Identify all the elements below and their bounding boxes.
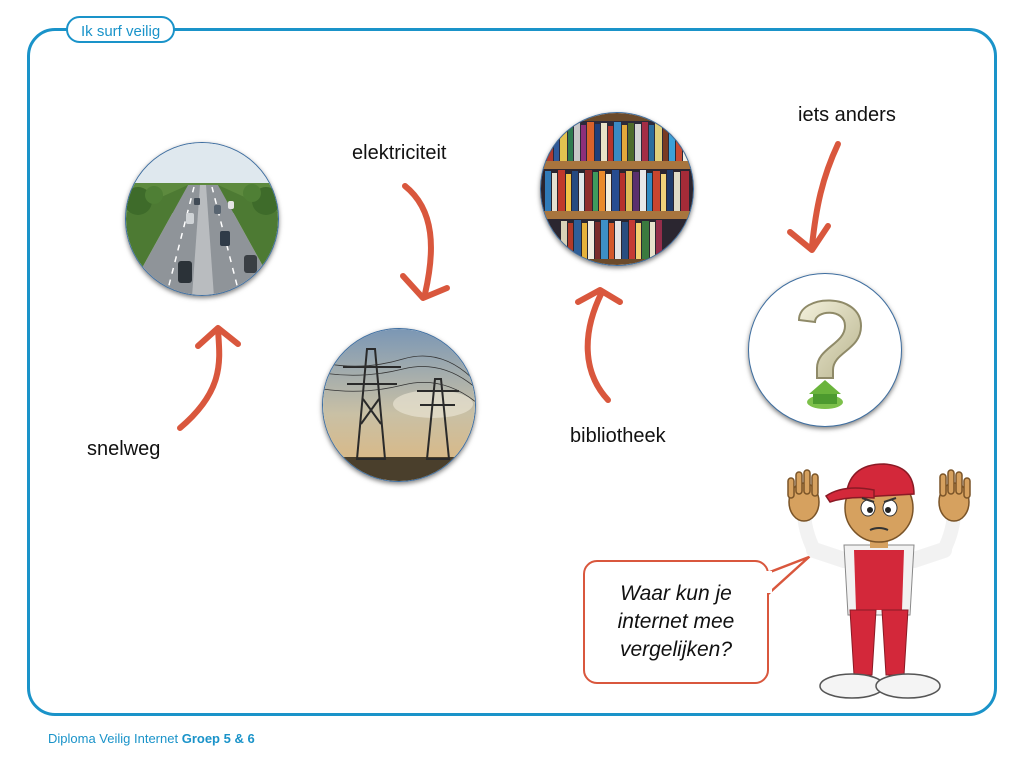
speech-bubble (583, 560, 769, 684)
label-iets-anders: iets anders (798, 104, 896, 126)
power-lines-photo (322, 328, 476, 482)
label-elektriciteit: elektriciteit (352, 142, 447, 164)
label-bibliotheek: bibliotheek (570, 425, 666, 447)
highway-photo (125, 142, 279, 296)
footer (48, 731, 255, 746)
arrow-to-power-lines-icon (395, 180, 455, 305)
arrow-to-highway-icon (170, 320, 250, 435)
question-mark-icon (748, 273, 902, 427)
speech-bubble-tail-cover (758, 571, 772, 593)
bookshelf-photo (540, 112, 694, 266)
footer-prefix: Diploma Veilig Internet (48, 731, 179, 746)
label-snelweg: snelweg (87, 438, 161, 460)
shrugging-boy-illustration (774, 450, 984, 705)
slide-title-tab: Ik surf veilig (66, 16, 175, 43)
arrow-to-library-icon (570, 282, 630, 407)
arrow-to-question-icon (782, 138, 852, 258)
speech-bubble-text: Waar kun je internet mee vergelijken? (617, 582, 735, 661)
footer-group: Groep 5 & 6 (181, 731, 255, 746)
